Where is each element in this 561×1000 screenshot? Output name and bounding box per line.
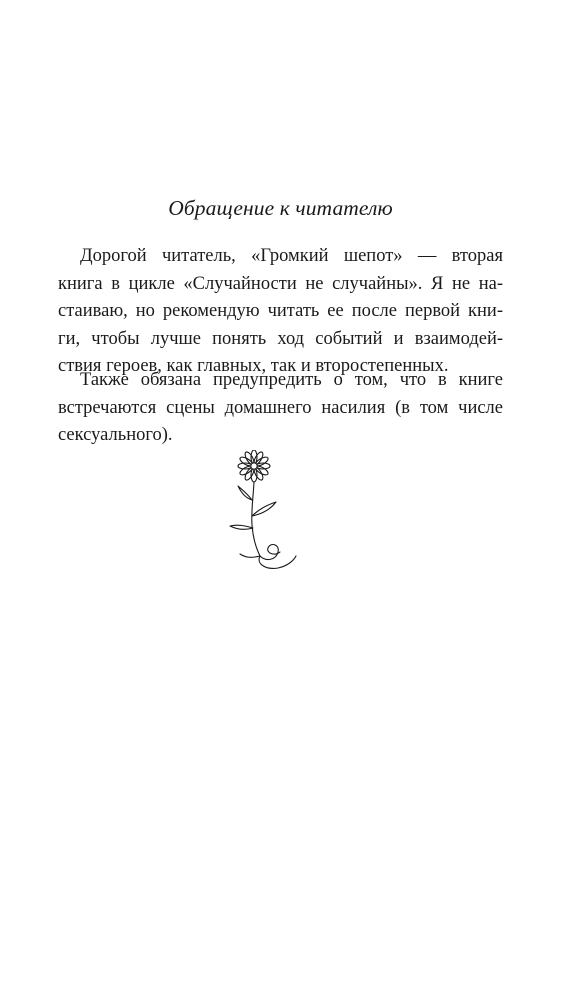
text-line: ствия героев, как главных, так и второстепенных. <box>58 356 449 376</box>
paragraph-intro <box>58 243 503 381</box>
text-line: Также обязана предупредить о том, что в книге <box>80 370 503 390</box>
flower-icon <box>218 450 298 580</box>
paragraph-warning <box>58 367 503 450</box>
text-line: Дорогой читатель, «Громкий шепот» — вторая <box>80 246 503 266</box>
text-line: стаиваю, но рекомендую читать ее после первой кни- <box>58 301 503 321</box>
text-line: ги, чтобы лучше понять ход событий и взаимодей- <box>58 328 503 349</box>
text-line: книга в цикле «Случайности не случайны». Я не на- <box>58 273 503 294</box>
text-line: встречаются сцены домашнего насилия (в том числе <box>58 397 503 418</box>
page-title: Обращение к читателю <box>168 196 393 220</box>
text-line: сексуального). <box>58 425 173 445</box>
